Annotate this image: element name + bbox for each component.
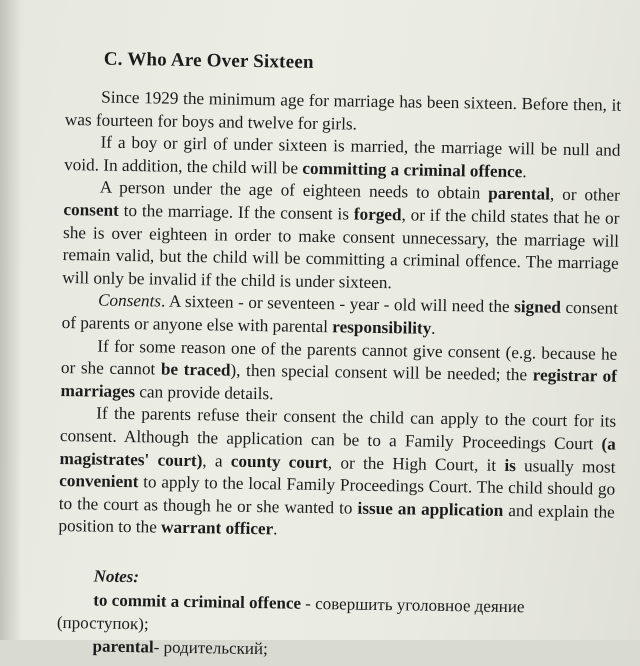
text-run: ), then special consent will be needed; the	[230, 360, 533, 385]
note-term: parental	[92, 636, 154, 657]
text-run: to the marriage. If the consent is	[118, 200, 354, 224]
text-run: .	[431, 318, 436, 338]
page-binding-shadow	[0, 0, 22, 640]
note-definition: - родительский;	[153, 637, 268, 659]
text-run: . A sixteen - or seventeen - year - old will need the	[160, 291, 515, 317]
bold-term: warrant officer	[160, 517, 274, 539]
body-text	[58, 86, 621, 547]
paragraph	[61, 289, 618, 343]
bold-term: consent	[63, 199, 119, 220]
text-run: .	[273, 519, 278, 539]
text-run: to apply to the local Family Proceedings Court. The child should go to the court as though he or she wanted to	[58, 472, 616, 518]
text-run: If a boy or girl of under sixteen is married, the marriage will be null and void. In addition, the child will be	[64, 132, 621, 178]
text-run: and explain the position to the	[58, 500, 615, 537]
bold-term: parental	[488, 184, 551, 204]
bold-term: issue an application	[357, 498, 504, 520]
bold-term: committing a criminal offence	[302, 158, 523, 181]
text-run: , or if the child states that he or she is over eighteen in order to make consent unnecessary, the marriage will remain valid, but the child will be committing a criminal offence. The marriage will only be invalid if the child is under sixteen.	[62, 205, 620, 292]
bold-term: (a magistrates' court)	[59, 434, 616, 470]
text-run: Since 1929 the minimum age for marriage has been sixteen. Before then, it was fourteen for boys and twelve for girls.	[64, 87, 622, 134]
text-run: consent of parents or anyone else with parental	[61, 298, 619, 337]
text-run: A person under the age of eighteen needs to obtain	[99, 177, 489, 204]
notes-list	[56, 588, 613, 666]
bold-term: convenient	[59, 471, 139, 492]
text-run: can provide details.	[134, 381, 274, 404]
bold-term: county court	[230, 451, 329, 472]
paragraph	[62, 176, 620, 298]
notes-title: Notes:	[93, 566, 140, 587]
text-run: usually most	[515, 455, 616, 477]
bold-term: responsibility	[332, 317, 432, 338]
bold-term: registrar of marriages	[60, 365, 618, 401]
text-run: , or the High Court, it	[327, 452, 505, 475]
note-definition: - совершить уголовное деяние (проступок);	[56, 593, 525, 634]
note-term: to commit a criminal offence	[93, 590, 302, 613]
paragraph	[58, 402, 616, 546]
text-run: , or other	[549, 184, 620, 206]
text-run: , a	[202, 450, 232, 471]
page-content	[56, 48, 621, 666]
italic-term: Consents	[97, 290, 162, 311]
bold-term: is	[504, 455, 517, 475]
section-heading: C. Who Are Over Sixteen	[103, 48, 314, 73]
bold-term: signed	[513, 297, 562, 318]
text-run: .	[522, 161, 527, 182]
bold-term: be traced	[160, 359, 231, 380]
text-run: If for some reason one of the parents cannot give consent (e.g. because he or she cannot	[60, 336, 618, 379]
paragraph	[60, 334, 617, 411]
text-run: If the parents refuse their consent the child can apply to the court for its consent. Although the application can be to a Family Proceedings Court	[59, 403, 617, 454]
bold-term: forged	[353, 204, 402, 225]
